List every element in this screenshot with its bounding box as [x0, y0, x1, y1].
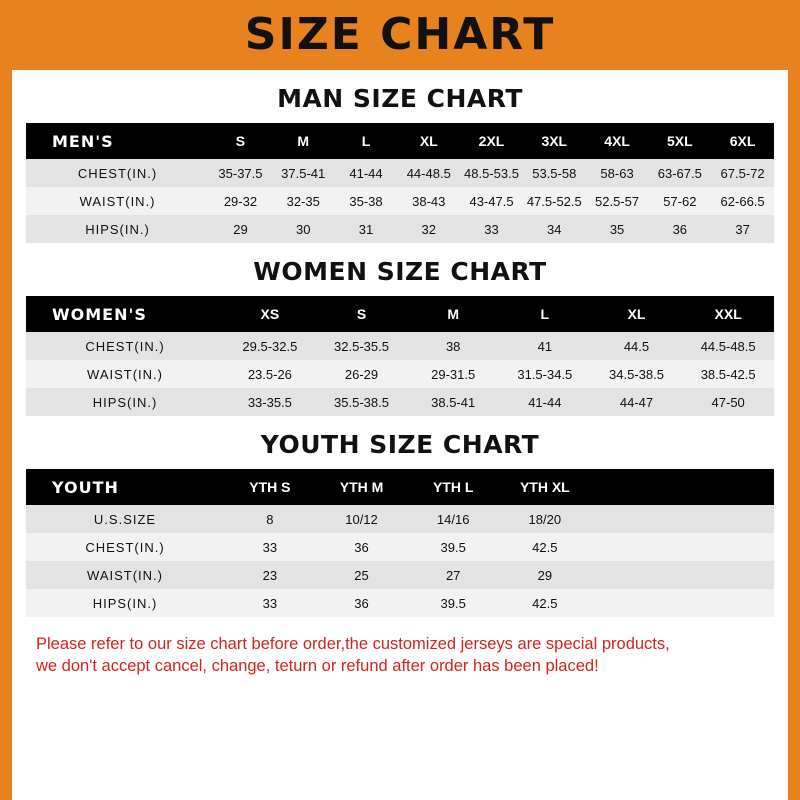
youth-row-1-cell-2: 39.5 — [407, 533, 499, 561]
youth-header-col-5 — [682, 469, 774, 505]
youth-header-col-1: YTH M — [316, 469, 408, 505]
chart-content — [12, 84, 788, 678]
youth-row-3-cell-1: 36 — [316, 589, 408, 617]
women-row-1-cell-3: 31.5-34.5 — [499, 360, 591, 388]
man-row-2-cell-5: 34 — [523, 215, 586, 243]
man-row-0-cell-1: 37.5-41 — [272, 159, 335, 187]
youth-row-0-cell-3: 18/20 — [499, 505, 591, 533]
man-row-2-cell-6: 35 — [586, 215, 649, 243]
women-table-head — [26, 296, 774, 332]
youth-row-0-cell-4 — [591, 505, 683, 533]
youth-row-3-cell-3: 42.5 — [499, 589, 591, 617]
man-row-0-cell-4: 48.5-53.5 — [460, 159, 523, 187]
women-row-2-cell-2: 38.5-41 — [407, 388, 499, 416]
man-header-col-0: S — [209, 123, 272, 159]
man-size-table — [26, 123, 774, 243]
footer-note — [36, 633, 764, 678]
man-row-0-label: CHEST(IN.) — [26, 159, 209, 187]
man-table-body — [26, 159, 774, 243]
women-row-1-cell-1: 26-29 — [316, 360, 408, 388]
man-row-2-cell-2: 31 — [335, 215, 398, 243]
youth-row-2-cell-3: 29 — [499, 561, 591, 589]
top-banner — [0, 0, 800, 70]
table-row — [26, 332, 774, 360]
youth-header-col-3: YTH XL — [499, 469, 591, 505]
section-youth — [26, 430, 774, 617]
youth-row-3-cell-0: 33 — [224, 589, 316, 617]
table-row — [26, 187, 774, 215]
footer-note-line-1: Please refer to our size chart before order,the customized jerseys are special products, — [36, 635, 670, 653]
youth-header-col-2: YTH L — [407, 469, 499, 505]
women-row-0-cell-1: 32.5-35.5 — [316, 332, 408, 360]
man-header-corner: MEN'S — [26, 123, 209, 159]
man-row-0-cell-5: 53.5-58 — [523, 159, 586, 187]
youth-header-corner: YOUTH — [26, 469, 224, 505]
youth-row-2-cell-2: 27 — [407, 561, 499, 589]
youth-row-1-cell-3: 42.5 — [499, 533, 591, 561]
youth-row-2-cell-4 — [591, 561, 683, 589]
youth-row-2-cell-5 — [682, 561, 774, 589]
man-header-col-3: XL — [397, 123, 460, 159]
youth-header-col-0: YTH S — [224, 469, 316, 505]
women-row-2-cell-4: 44-47 — [591, 388, 683, 416]
youth-row-3-cell-2: 39.5 — [407, 589, 499, 617]
youth-table-body — [26, 505, 774, 617]
man-row-1-cell-1: 32-35 — [272, 187, 335, 215]
table-row — [26, 388, 774, 416]
section-women — [26, 257, 774, 416]
women-row-1-cell-4: 34.5-38.5 — [591, 360, 683, 388]
man-row-1-cell-7: 57-62 — [648, 187, 711, 215]
women-row-0-cell-4: 44.5 — [591, 332, 683, 360]
man-row-0-cell-8: 67.5-72 — [711, 159, 774, 187]
man-header-col-6: 4XL — [586, 123, 649, 159]
table-header-row — [26, 296, 774, 332]
youth-row-2-cell-1: 25 — [316, 561, 408, 589]
table-row — [26, 215, 774, 243]
youth-row-1-cell-5 — [682, 533, 774, 561]
man-row-2-cell-7: 36 — [648, 215, 711, 243]
youth-row-3-cell-4 — [591, 589, 683, 617]
man-row-2-cell-0: 29 — [209, 215, 272, 243]
man-row-1-cell-6: 52.5-57 — [586, 187, 649, 215]
women-header-col-1: S — [316, 296, 408, 332]
man-row-0-cell-6: 58-63 — [586, 159, 649, 187]
man-row-2-cell-4: 33 — [460, 215, 523, 243]
table-row — [26, 159, 774, 187]
man-row-2-cell-3: 32 — [397, 215, 460, 243]
youth-row-3-cell-5 — [682, 589, 774, 617]
man-row-1-cell-4: 43-47.5 — [460, 187, 523, 215]
section-title-women: WOMEN SIZE CHART — [253, 257, 547, 286]
women-header-col-0: XS — [224, 296, 316, 332]
man-row-1-cell-5: 47.5-52.5 — [523, 187, 586, 215]
man-row-2-cell-8: 37 — [711, 215, 774, 243]
women-table-body — [26, 332, 774, 416]
youth-row-0-label: U.S.SIZE — [26, 505, 224, 533]
women-row-0-label: CHEST(IN.) — [26, 332, 224, 360]
man-header-col-2: L — [335, 123, 398, 159]
youth-table-head — [26, 469, 774, 505]
women-header-corner: WOMEN'S — [26, 296, 224, 332]
women-row-1-cell-2: 29-31.5 — [407, 360, 499, 388]
table-row — [26, 589, 774, 617]
women-row-1-cell-5: 38.5-42.5 — [682, 360, 774, 388]
man-header-col-8: 6XL — [711, 123, 774, 159]
table-header-row — [26, 123, 774, 159]
women-row-0-cell-2: 38 — [407, 332, 499, 360]
women-size-table — [26, 296, 774, 416]
man-row-2-cell-1: 30 — [272, 215, 335, 243]
table-header-row — [26, 469, 774, 505]
women-header-col-2: M — [407, 296, 499, 332]
women-row-2-cell-1: 35.5-38.5 — [316, 388, 408, 416]
man-row-2-label: HIPS(IN.) — [26, 215, 209, 243]
man-row-0-cell-3: 44-48.5 — [397, 159, 460, 187]
women-row-0-cell-3: 41 — [499, 332, 591, 360]
youth-size-table — [26, 469, 774, 617]
man-header-col-5: 3XL — [523, 123, 586, 159]
section-title-man: MAN SIZE CHART — [277, 84, 523, 113]
table-row — [26, 360, 774, 388]
women-row-2-cell-3: 41-44 — [499, 388, 591, 416]
women-header-col-3: L — [499, 296, 591, 332]
youth-row-1-cell-0: 33 — [224, 533, 316, 561]
youth-row-3-label: HIPS(IN.) — [26, 589, 224, 617]
page-title: SIZE CHART — [244, 9, 556, 60]
man-row-1-cell-8: 62-66.5 — [711, 187, 774, 215]
man-header-col-4: 2XL — [460, 123, 523, 159]
women-row-2-label: HIPS(IN.) — [26, 388, 224, 416]
man-row-1-label: WAIST(IN.) — [26, 187, 209, 215]
table-row — [26, 533, 774, 561]
youth-row-0-cell-0: 8 — [224, 505, 316, 533]
man-table-head — [26, 123, 774, 159]
man-row-0-cell-0: 35-37.5 — [209, 159, 272, 187]
youth-row-0-cell-2: 14/16 — [407, 505, 499, 533]
youth-row-0-cell-1: 10/12 — [316, 505, 408, 533]
man-row-0-cell-7: 63-67.5 — [648, 159, 711, 187]
table-row — [26, 561, 774, 589]
women-header-col-5: XXL — [682, 296, 774, 332]
section-man — [26, 84, 774, 243]
youth-row-0-cell-5 — [682, 505, 774, 533]
youth-header-col-4 — [591, 469, 683, 505]
man-header-col-1: M — [272, 123, 335, 159]
man-row-1-cell-0: 29-32 — [209, 187, 272, 215]
women-row-1-label: WAIST(IN.) — [26, 360, 224, 388]
women-row-0-cell-5: 44.5-48.5 — [682, 332, 774, 360]
youth-row-1-label: CHEST(IN.) — [26, 533, 224, 561]
table-row — [26, 505, 774, 533]
youth-row-1-cell-4 — [591, 533, 683, 561]
man-row-0-cell-2: 41-44 — [335, 159, 398, 187]
man-row-1-cell-3: 38-43 — [397, 187, 460, 215]
women-row-2-cell-0: 33-35.5 — [224, 388, 316, 416]
women-header-col-4: XL — [591, 296, 683, 332]
women-row-0-cell-0: 29.5-32.5 — [224, 332, 316, 360]
youth-row-2-label: WAIST(IN.) — [26, 561, 224, 589]
youth-row-1-cell-1: 36 — [316, 533, 408, 561]
youth-row-2-cell-0: 23 — [224, 561, 316, 589]
section-title-youth: YOUTH SIZE CHART — [260, 430, 540, 459]
man-row-1-cell-2: 35-38 — [335, 187, 398, 215]
women-row-1-cell-0: 23.5-26 — [224, 360, 316, 388]
footer-note-line-2: we don't accept cancel, change, teturn or refund after order has been placed! — [36, 657, 599, 676]
man-header-col-7: 5XL — [648, 123, 711, 159]
women-row-2-cell-5: 47-50 — [682, 388, 774, 416]
